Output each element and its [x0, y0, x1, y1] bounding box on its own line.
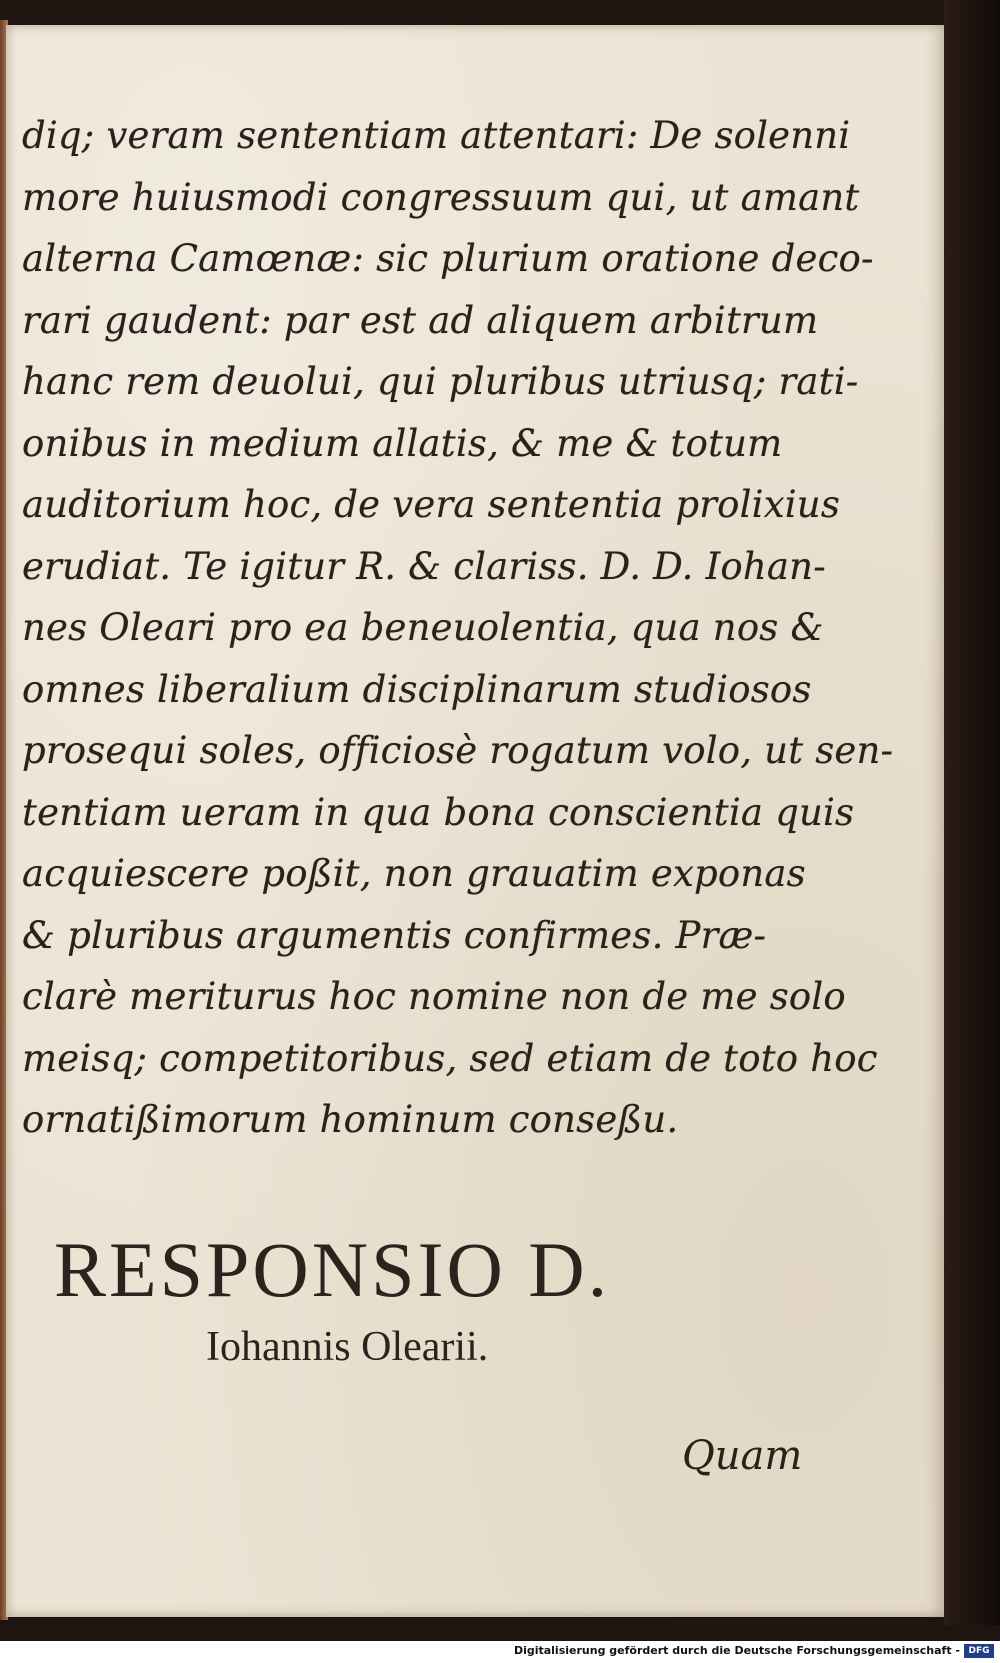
text-line: erudiat. Te igitur R. & clariss. D. D. Iohan- — [22, 544, 826, 588]
book-page — [6, 25, 944, 1617]
section-subheading: Iohannis Olearii. — [206, 1324, 489, 1370]
text-line: acquiescere poßit, non grauatim exponas — [22, 852, 806, 895]
digitization-footer — [0, 1641, 1000, 1663]
text-line: diq; veram sententiam attentari: De solenni — [22, 114, 851, 157]
text-line: hanc rem deuolui, qui pluribus utriusq; rati- — [22, 360, 859, 403]
text-line: & pluribus argumentis confirmes. Præ- — [22, 913, 767, 957]
text-line: alterna Camœnæ: sic plurium oratione deco- — [22, 237, 874, 280]
text-line: clarè meriturus hoc nomine non de me solo — [22, 975, 846, 1018]
text-line: ornatißimorum hominum conseßu. — [22, 1098, 679, 1141]
funding-credit: Digitalisierung gefördert durch die Deutsche Forschungsgemeinschaft - — [513, 1644, 960, 1657]
text-line: more huiusmodi congressuum qui, ut amant — [22, 175, 860, 219]
dfg-logo-icon: DFG — [964, 1644, 994, 1658]
text-line: meisq; competitoribus, sed etiam de toto hoc — [22, 1036, 878, 1080]
text-line: auditorium hoc, de vera sententia prolixius — [22, 483, 841, 526]
book-right-edge — [944, 0, 1000, 1625]
text-line: tentiam ueram in qua bona conscientia quis — [22, 790, 855, 834]
text-line: prosequi soles, officiosè rogatum volo, ut sen- — [22, 729, 894, 772]
section-heading: RESPONSIO D. — [54, 1226, 611, 1313]
text-line: onibus in medium allatis, & me & totum — [22, 421, 783, 465]
catchword: Quam — [682, 1433, 803, 1479]
text-line: nes Oleari pro ea beneuolentia, qua nos & — [22, 606, 824, 649]
text-line: omnes liberalium disciplinarum studiosos — [22, 667, 812, 711]
text-line: rari gaudent: par est ad aliquem arbitrum — [22, 298, 819, 342]
body-text — [22, 105, 894, 1151]
